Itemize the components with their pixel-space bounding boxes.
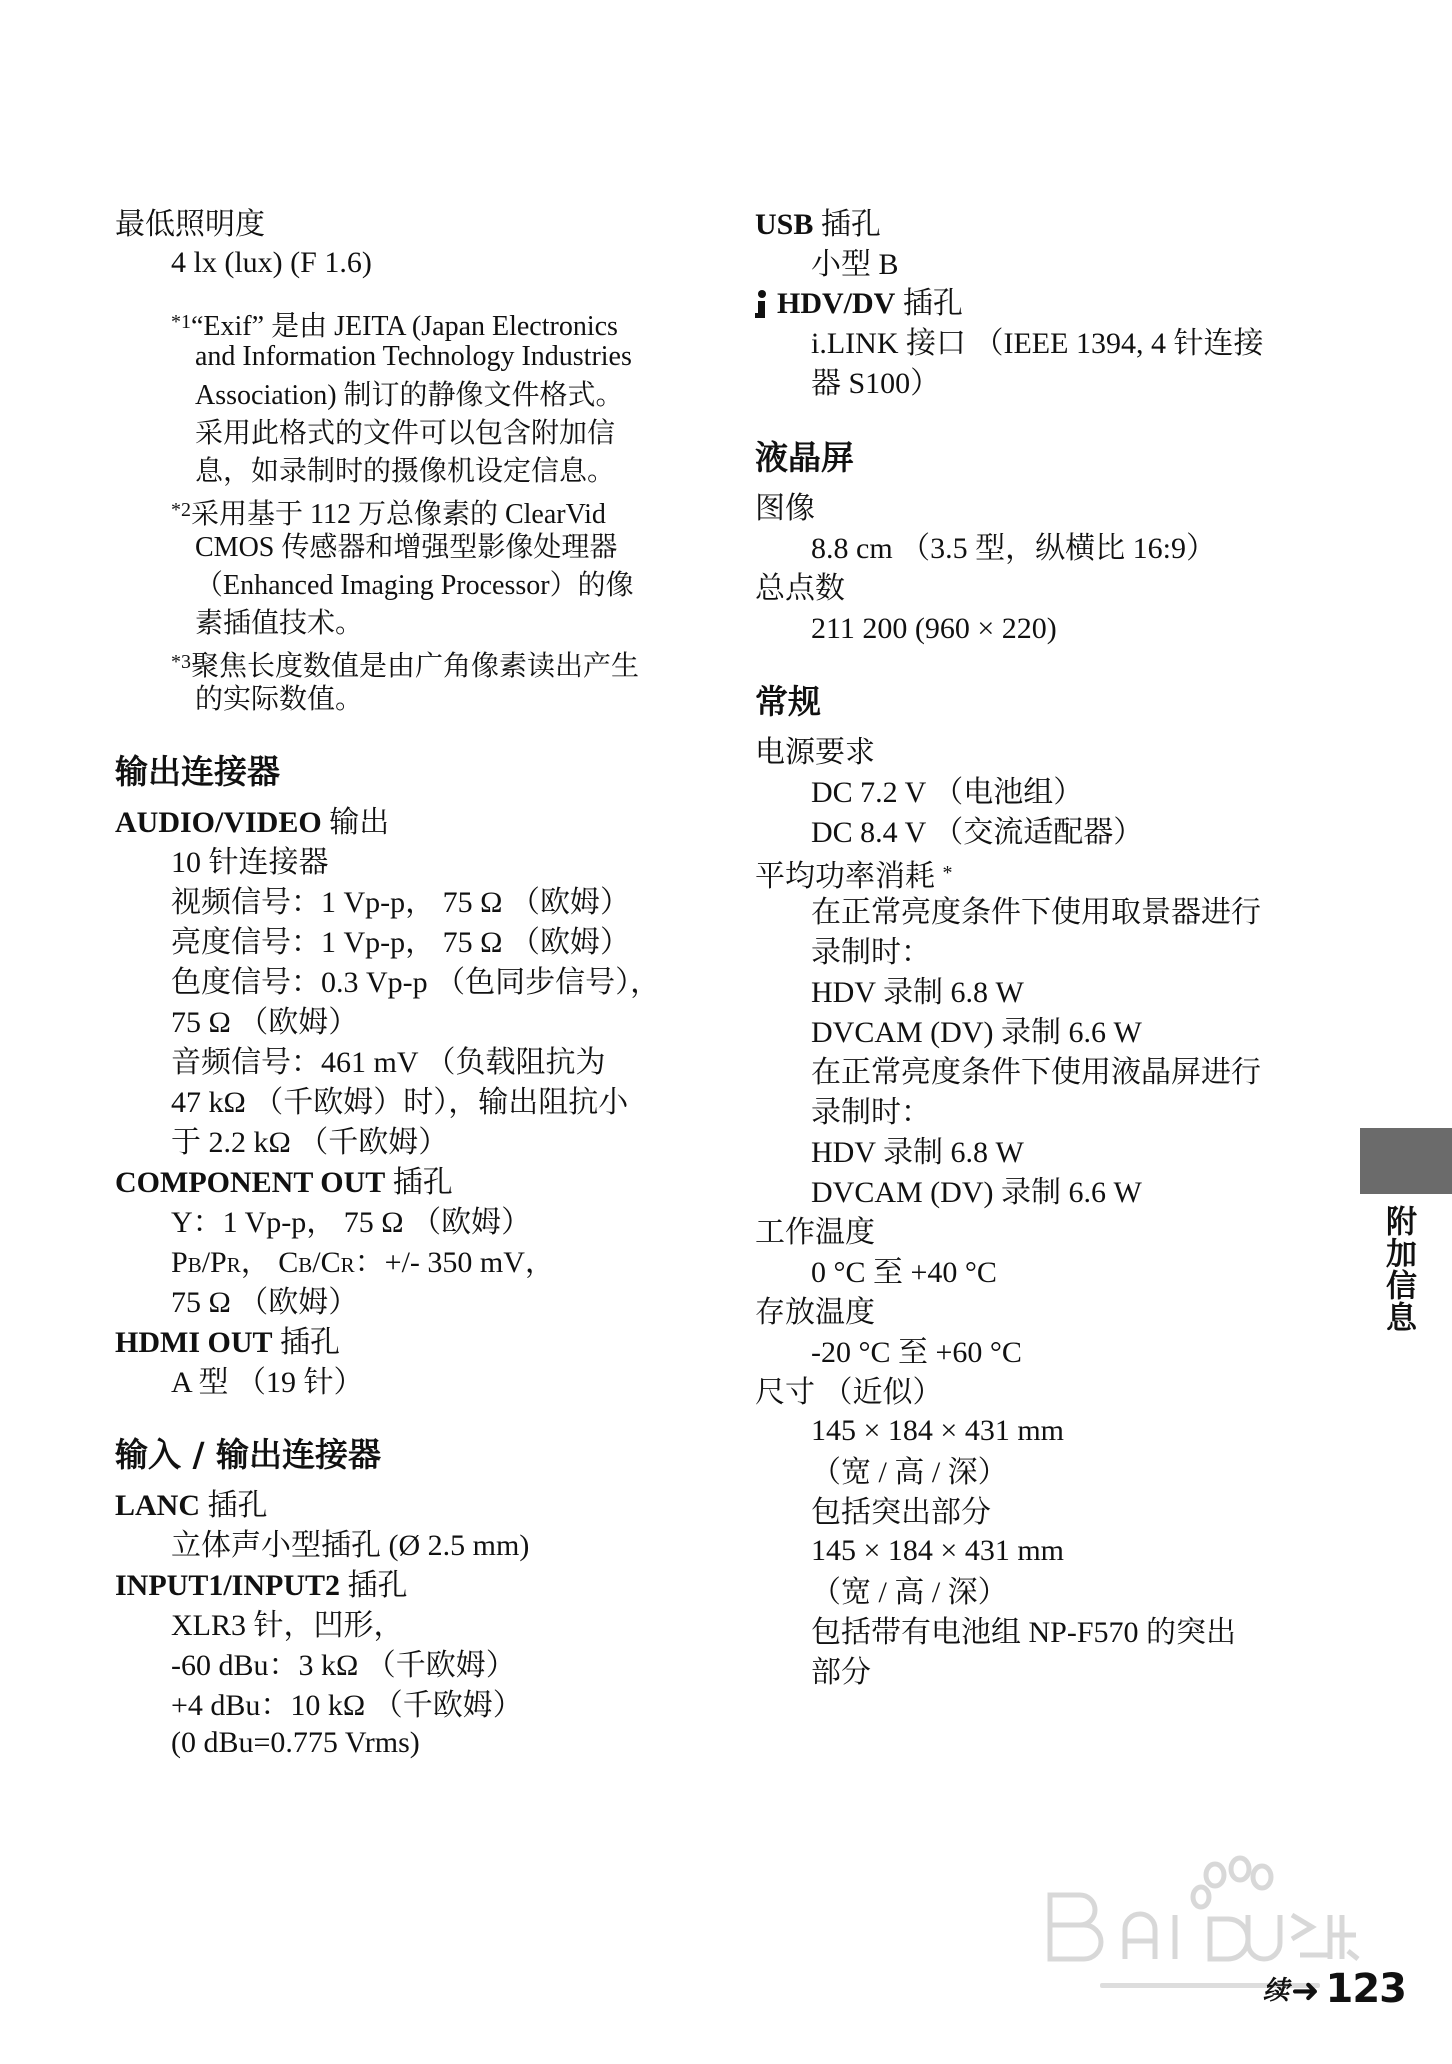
dimensions-label: 尺寸 （近似） <box>755 1376 943 1409</box>
spec-line: Y：1 Vp-p， 75 Ω （欧姆） <box>171 1206 532 1239</box>
usb-label: USB 插孔 <box>755 208 881 241</box>
spec-line: 包括带有电池组 NP-F570 的突出 <box>811 1616 1237 1649</box>
spec-line: XLR3 针，凹形， <box>171 1609 404 1642</box>
hdv-dv-label: HDV/DV 插孔 <box>755 284 963 324</box>
spec-line: -20 °C 至 +60 °C <box>811 1336 1022 1369</box>
footnote-3-line: 的实际数值。 <box>195 684 364 715</box>
spec-line: （宽 / 高 / 深） <box>811 1456 1008 1489</box>
spec-line: 8.8 cm （3.5 型，纵横比 16:9） <box>811 532 1216 565</box>
footnote-2-line: CMOS 传感器和增强型影像处理器 <box>195 532 618 563</box>
general-heading: 常规 <box>755 682 821 721</box>
spec-line: 亮度信号：1 Vp-p， 75 Ω （欧姆） <box>171 926 630 959</box>
spec-line: 视频信号：1 Vp-p， 75 Ω （欧姆） <box>171 886 630 919</box>
footnote-1-line: and Information Technology Industries <box>195 341 632 372</box>
lcd-heading: 液晶屏 <box>755 438 854 477</box>
footnote-3-line: $^{*3}$聚焦长度数值是由广角像素读出产生 <box>171 651 640 682</box>
spec-line: i.LINK 接口 （IEEE 1394, 4 针连接 <box>811 327 1264 360</box>
footnote-2-line: 素插值技术。 <box>195 608 364 639</box>
consumption-label: 平均功率消耗 * <box>755 860 953 893</box>
section-tab-label: 附加信息 <box>1380 1205 1416 1333</box>
op-temp-label: 工作温度 <box>755 1216 875 1249</box>
spec-line: 10 针连接器 <box>171 846 329 879</box>
spec-line: 0 °C 至 +40 °C <box>811 1256 997 1289</box>
page-number: 123 <box>1325 1966 1406 2012</box>
footnote-1-line: 采用此格式的文件可以包含附加信 <box>195 418 616 449</box>
spec-line: DC 8.4 V （交流适配器） <box>811 816 1144 849</box>
spec-line: 145 × 184 × 431 mm <box>811 1414 1065 1447</box>
spec-line: -60 dBu：3 kΩ （千欧姆） <box>171 1649 516 1682</box>
component-pb-pr-line: PB/PR， CB/CR：+/- 350 mV， <box>171 1246 555 1279</box>
input-label: INPUT1/INPUT2 插孔 <box>115 1569 408 1602</box>
spec-line: 录制时： <box>811 1096 931 1129</box>
continued-label: 续 <box>1262 1976 1289 2006</box>
spec-line: 于 2.2 kΩ （千欧姆） <box>171 1126 449 1159</box>
section-tab-marker <box>1360 1128 1452 1194</box>
spec-line: 145 × 184 × 431 mm <box>811 1534 1065 1567</box>
min-illumination-label: 最低照明度 <box>115 208 265 241</box>
spec-line: HDV 录制 6.8 W <box>811 1136 1024 1169</box>
page-footer <box>1263 1966 1406 2012</box>
spec-line: 47 kΩ （千欧姆）时），输出阻抗小 <box>171 1086 629 1119</box>
spec-line: 包括突出部分 <box>811 1496 991 1529</box>
footnote-1-line: Association) 制订的静像文件格式。 <box>195 380 624 411</box>
component-out-label: COMPONENT OUT 插孔 <box>115 1166 453 1199</box>
spec-line: 立体声小型插孔 (Ø 2.5 mm) <box>171 1529 530 1562</box>
spec-line: DVCAM (DV) 录制 6.6 W <box>811 1016 1142 1049</box>
audio-video-output-label: AUDIO/VIDEO 输出 <box>115 806 390 839</box>
ilink-icon <box>755 289 769 319</box>
io-connectors-heading: 输入 / 输出连接器 <box>115 1435 382 1474</box>
hdmi-out-label: HDMI OUT 插孔 <box>115 1326 340 1359</box>
spec-line: 色度信号：0.3 Vp-p （色同步信号）， <box>171 966 661 999</box>
spec-line: 录制时： <box>811 936 931 969</box>
footnote-1-line: $^{*1}$“Exif” 是由 JEITA (Japan Electronics <box>171 311 618 342</box>
spec-line: A 型 （19 针） <box>171 1366 364 1399</box>
spec-line: 器 S100） <box>811 367 941 400</box>
image-label: 图像 <box>755 492 815 525</box>
spec-line: 75 Ω （欧姆） <box>171 1286 359 1319</box>
footnote-2-line: $^{*2}$采用基于 112 万总像素的 ClearVid <box>171 499 606 530</box>
arrow-right-icon: ➜ <box>1291 1971 1320 2011</box>
footnote-2-line: （Enhanced Imaging Processor）的像 <box>195 570 634 601</box>
spec-line: 部分 <box>811 1656 871 1689</box>
spec-line: (0 dBu=0.775 Vrms) <box>171 1726 420 1759</box>
spec-line: DC 7.2 V （电池组） <box>811 776 1084 809</box>
spec-line: 在正常亮度条件下使用液晶屏进行 <box>811 1056 1261 1089</box>
output-connectors-heading: 输出连接器 <box>115 752 280 791</box>
spec-line: （宽 / 高 / 深） <box>811 1576 1008 1609</box>
dots-label: 总点数 <box>755 572 845 605</box>
min-illumination-value: 4 lx (lux) (F 1.6) <box>171 246 372 279</box>
spec-line: 75 Ω （欧姆） <box>171 1006 359 1039</box>
footnote-1-line: 息，如录制时的摄像机设定信息。 <box>195 456 616 487</box>
spec-line: 211 200 (960 × 220) <box>811 612 1057 645</box>
spec-line: HDV 录制 6.8 W <box>811 976 1024 1009</box>
spec-line: 小型 B <box>811 248 899 281</box>
power-label: 电源要求 <box>755 736 875 769</box>
lanc-label: LANC 插孔 <box>115 1489 268 1522</box>
spec-line: DVCAM (DV) 录制 6.6 W <box>811 1176 1142 1209</box>
spec-line: 在正常亮度条件下使用取景器进行 <box>811 896 1261 929</box>
spec-line: +4 dBu：10 kΩ （千欧姆） <box>171 1689 523 1722</box>
storage-temp-label: 存放温度 <box>755 1296 875 1329</box>
spec-line: 音频信号：461 mV （负载阻抗为 <box>171 1046 606 1079</box>
